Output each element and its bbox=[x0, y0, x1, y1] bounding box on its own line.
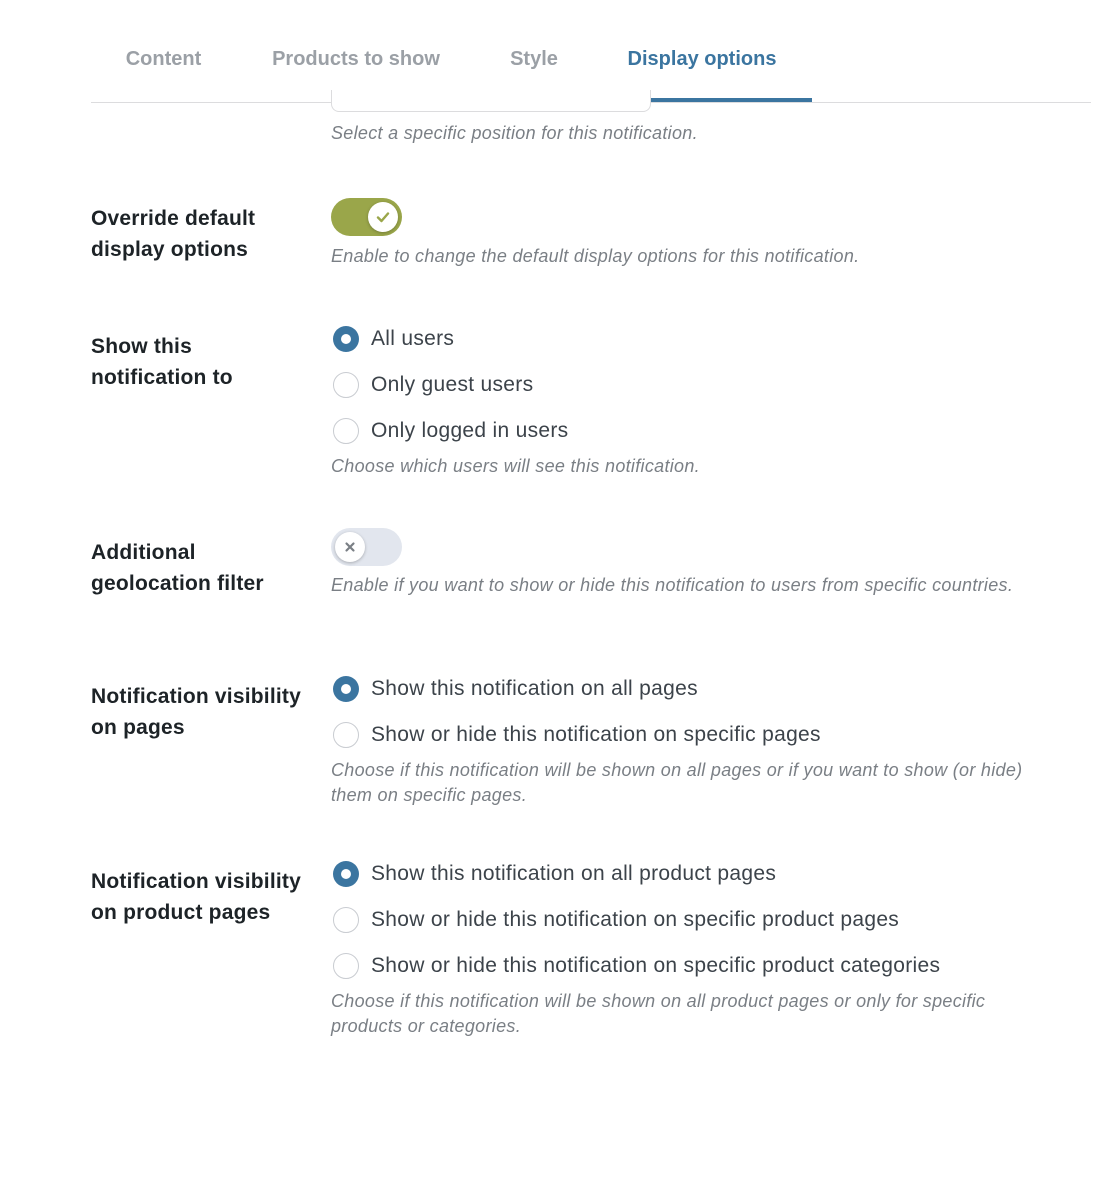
show-to-description: Choose which users will see this notification. bbox=[331, 456, 700, 476]
radio-label: Show or hide this notification on specific product categories bbox=[371, 954, 941, 977]
visibility-pages-label: Notification visibility on pages bbox=[91, 685, 301, 739]
radio-label: Show this notification on all product pages bbox=[371, 862, 777, 885]
radio-label: Only logged in users bbox=[371, 419, 569, 442]
radio-button[interactable] bbox=[333, 676, 359, 702]
radio-button[interactable] bbox=[333, 372, 359, 398]
geolocation-filter-toggle[interactable] bbox=[331, 528, 402, 566]
radio-button[interactable] bbox=[333, 722, 359, 748]
position-description: Select a specific position for this notification. bbox=[331, 123, 698, 143]
visibility-pages-description: Choose if this notification will be shown on all pages or if you want to show (or hide) them on specific pages. bbox=[331, 760, 1023, 805]
radio-label: Only guest users bbox=[371, 373, 534, 396]
override-display-options-toggle[interactable] bbox=[331, 198, 402, 236]
visibility-product-pages-label: Notification visibility on product pages bbox=[91, 870, 301, 924]
radio-button[interactable] bbox=[333, 907, 359, 933]
radio-label: Show or hide this notification on specific pages bbox=[371, 723, 821, 746]
geolocation-filter-description: Enable if you want to show or hide this notification to users from specific countries. bbox=[331, 575, 1014, 595]
radio-label: All users bbox=[371, 327, 455, 350]
radio-button[interactable] bbox=[333, 326, 359, 352]
tab-style[interactable]: Style bbox=[510, 48, 558, 70]
radio-button[interactable] bbox=[333, 861, 359, 887]
tab-products-to-show[interactable]: Products to show bbox=[272, 48, 440, 70]
radio-button[interactable] bbox=[333, 953, 359, 979]
radio-label: Show or hide this notification on specific product pages bbox=[371, 908, 900, 931]
close-icon bbox=[342, 539, 358, 555]
show-to-label: Show this notification to bbox=[91, 335, 233, 389]
check-icon bbox=[375, 209, 391, 225]
tab-content[interactable]: Content bbox=[125, 48, 202, 70]
toggle-knob bbox=[368, 202, 398, 232]
override-display-options-description: Enable to change the default display options for this notification. bbox=[331, 246, 860, 266]
tab-display-options[interactable]: Display options bbox=[592, 0, 812, 102]
visibility-product-pages-description: Choose if this notification will be shown on all product pages or only for specific products or categories. bbox=[331, 991, 986, 1036]
geolocation-filter-label: Additional geolocation filter bbox=[91, 541, 264, 595]
override-display-options-label: Override default display options bbox=[91, 207, 256, 261]
radio-button[interactable] bbox=[333, 418, 359, 444]
toggle-knob bbox=[335, 532, 365, 562]
tab-bar bbox=[91, 0, 1091, 103]
position-select[interactable] bbox=[331, 90, 651, 112]
radio-label: Show this notification on all pages bbox=[371, 677, 698, 700]
